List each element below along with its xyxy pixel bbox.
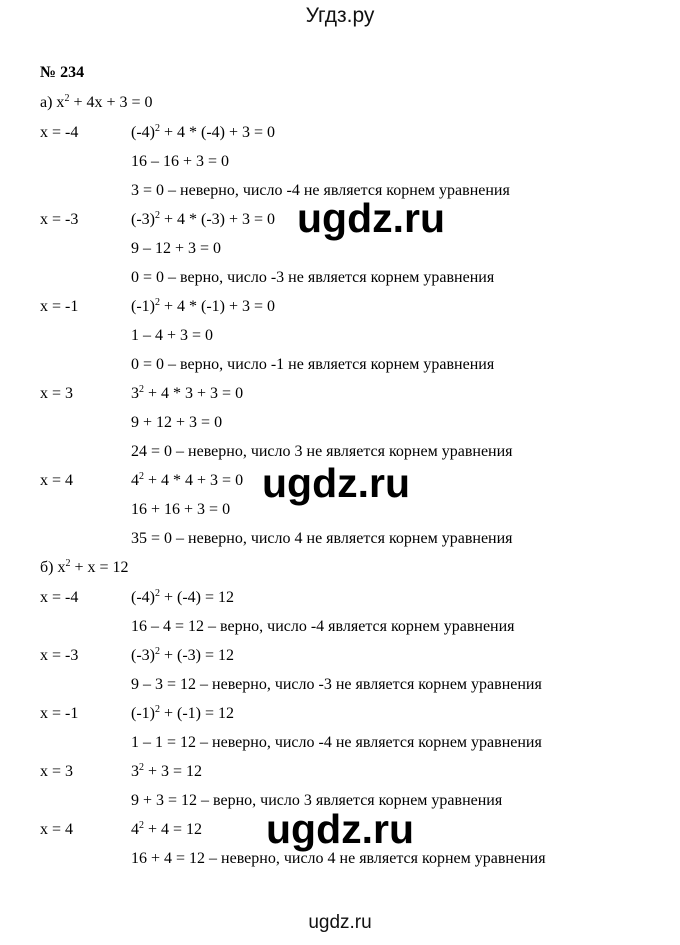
b-row-5-substitution: $4^2 + 4 = 12$ bbox=[131, 820, 203, 838]
watermark: ugdz.ru bbox=[266, 806, 415, 852]
b-row-5-conclusion: 16 + 4 = 12 – неверно, число 4 не является корнем уравнения bbox=[131, 850, 546, 867]
a-row-3-substitution: $(-1)^2 + 4 * (-1) + 3 = 0$ bbox=[131, 297, 276, 315]
site-title: Угдз.ру bbox=[305, 4, 375, 27]
part-a-equation: а) $x^2 + 4x + 3 = 0$ bbox=[40, 93, 153, 111]
b-row-3-substitution: $(-1)^2 + (-1) = 12$ bbox=[131, 704, 235, 722]
b-row-2-substitution: $(-3)^2 + (-3) = 12$ bbox=[131, 646, 235, 664]
a-row-5-conclusion: 35 = 0 – неверно, число 4 не является корнем уравнения bbox=[131, 530, 513, 547]
b-row-1-x: x = -4 bbox=[40, 589, 79, 606]
a-row-1-calc: 16 – 16 + 3 = 0 bbox=[131, 153, 230, 170]
a-row-1-x: x = -4 bbox=[40, 124, 79, 141]
a-row-3-x: x = -1 bbox=[40, 298, 79, 315]
a-row-1-substitution: $(-4)^2 + 4 * (-4) + 3 = 0$ bbox=[131, 123, 276, 141]
b-row-4-conclusion: 9 + 3 = 12 – верно, число 3 является корнем уравнения bbox=[131, 792, 503, 809]
b-row-2-conclusion: 9 – 3 = 12 – неверно, число -3 не является корнем уравнения bbox=[131, 676, 542, 693]
b-row-3-conclusion: 1 – 1 = 12 – неверно, число -4 не является корнем уравнения bbox=[131, 734, 542, 751]
a-row-5-x: x = 4 bbox=[40, 472, 74, 489]
a-row-5-substitution: $4^2 + 4 * 4 + 3 = 0$ bbox=[131, 471, 244, 489]
b-row-1-substitution: $(-4)^2 + (-4) = 12$ bbox=[131, 588, 235, 606]
a-row-2-x: x = -3 bbox=[40, 211, 79, 228]
b-row-1-conclusion: 16 – 4 = 12 – верно, число -4 является корнем уравнения bbox=[131, 618, 515, 635]
watermark: ugdz.ru bbox=[262, 460, 411, 506]
a-row-3-calc: 1 – 4 + 3 = 0 bbox=[131, 327, 214, 344]
footer-site: ugdz.ru bbox=[308, 912, 372, 933]
a-row-5-calc: 16 + 16 + 3 = 0 bbox=[131, 501, 231, 518]
a-row-4-calc: 9 + 12 + 3 = 0 bbox=[131, 414, 223, 431]
part-b-equation: б) $x^2 + x = 12$ bbox=[40, 558, 129, 576]
a-row-2-substitution: $(-3)^2 + 4 * (-3) + 3 = 0$ bbox=[131, 210, 276, 228]
b-row-4-substitution: $3^2 + 3 = 12$ bbox=[131, 762, 203, 780]
b-row-4-x: x = 3 bbox=[40, 763, 74, 780]
a-row-4-x: x = 3 bbox=[40, 385, 74, 402]
b-row-2-x: x = -3 bbox=[40, 647, 79, 664]
a-row-4-conclusion: 24 = 0 – неверно, число 3 не является корнем уравнения bbox=[131, 443, 513, 460]
a-row-2-calc: 9 – 12 + 3 = 0 bbox=[131, 240, 222, 257]
task-number: № 234 bbox=[40, 64, 85, 81]
a-row-4-substitution: $3^2 + 4 * 3 + 3 = 0$ bbox=[131, 384, 244, 402]
b-row-3-x: x = -1 bbox=[40, 705, 79, 722]
a-row-1-conclusion: 3 = 0 – неверно, число -4 не является корнем уравнения bbox=[131, 182, 510, 199]
watermark: ugdz.ru bbox=[297, 195, 446, 241]
a-row-3-conclusion: 0 = 0 – верно, число -1 не является корнем уравнения bbox=[131, 356, 495, 373]
a-row-2-conclusion: 0 = 0 – верно, число -3 не является корнем уравнения bbox=[131, 269, 495, 286]
b-row-5-x: x = 4 bbox=[40, 821, 74, 838]
